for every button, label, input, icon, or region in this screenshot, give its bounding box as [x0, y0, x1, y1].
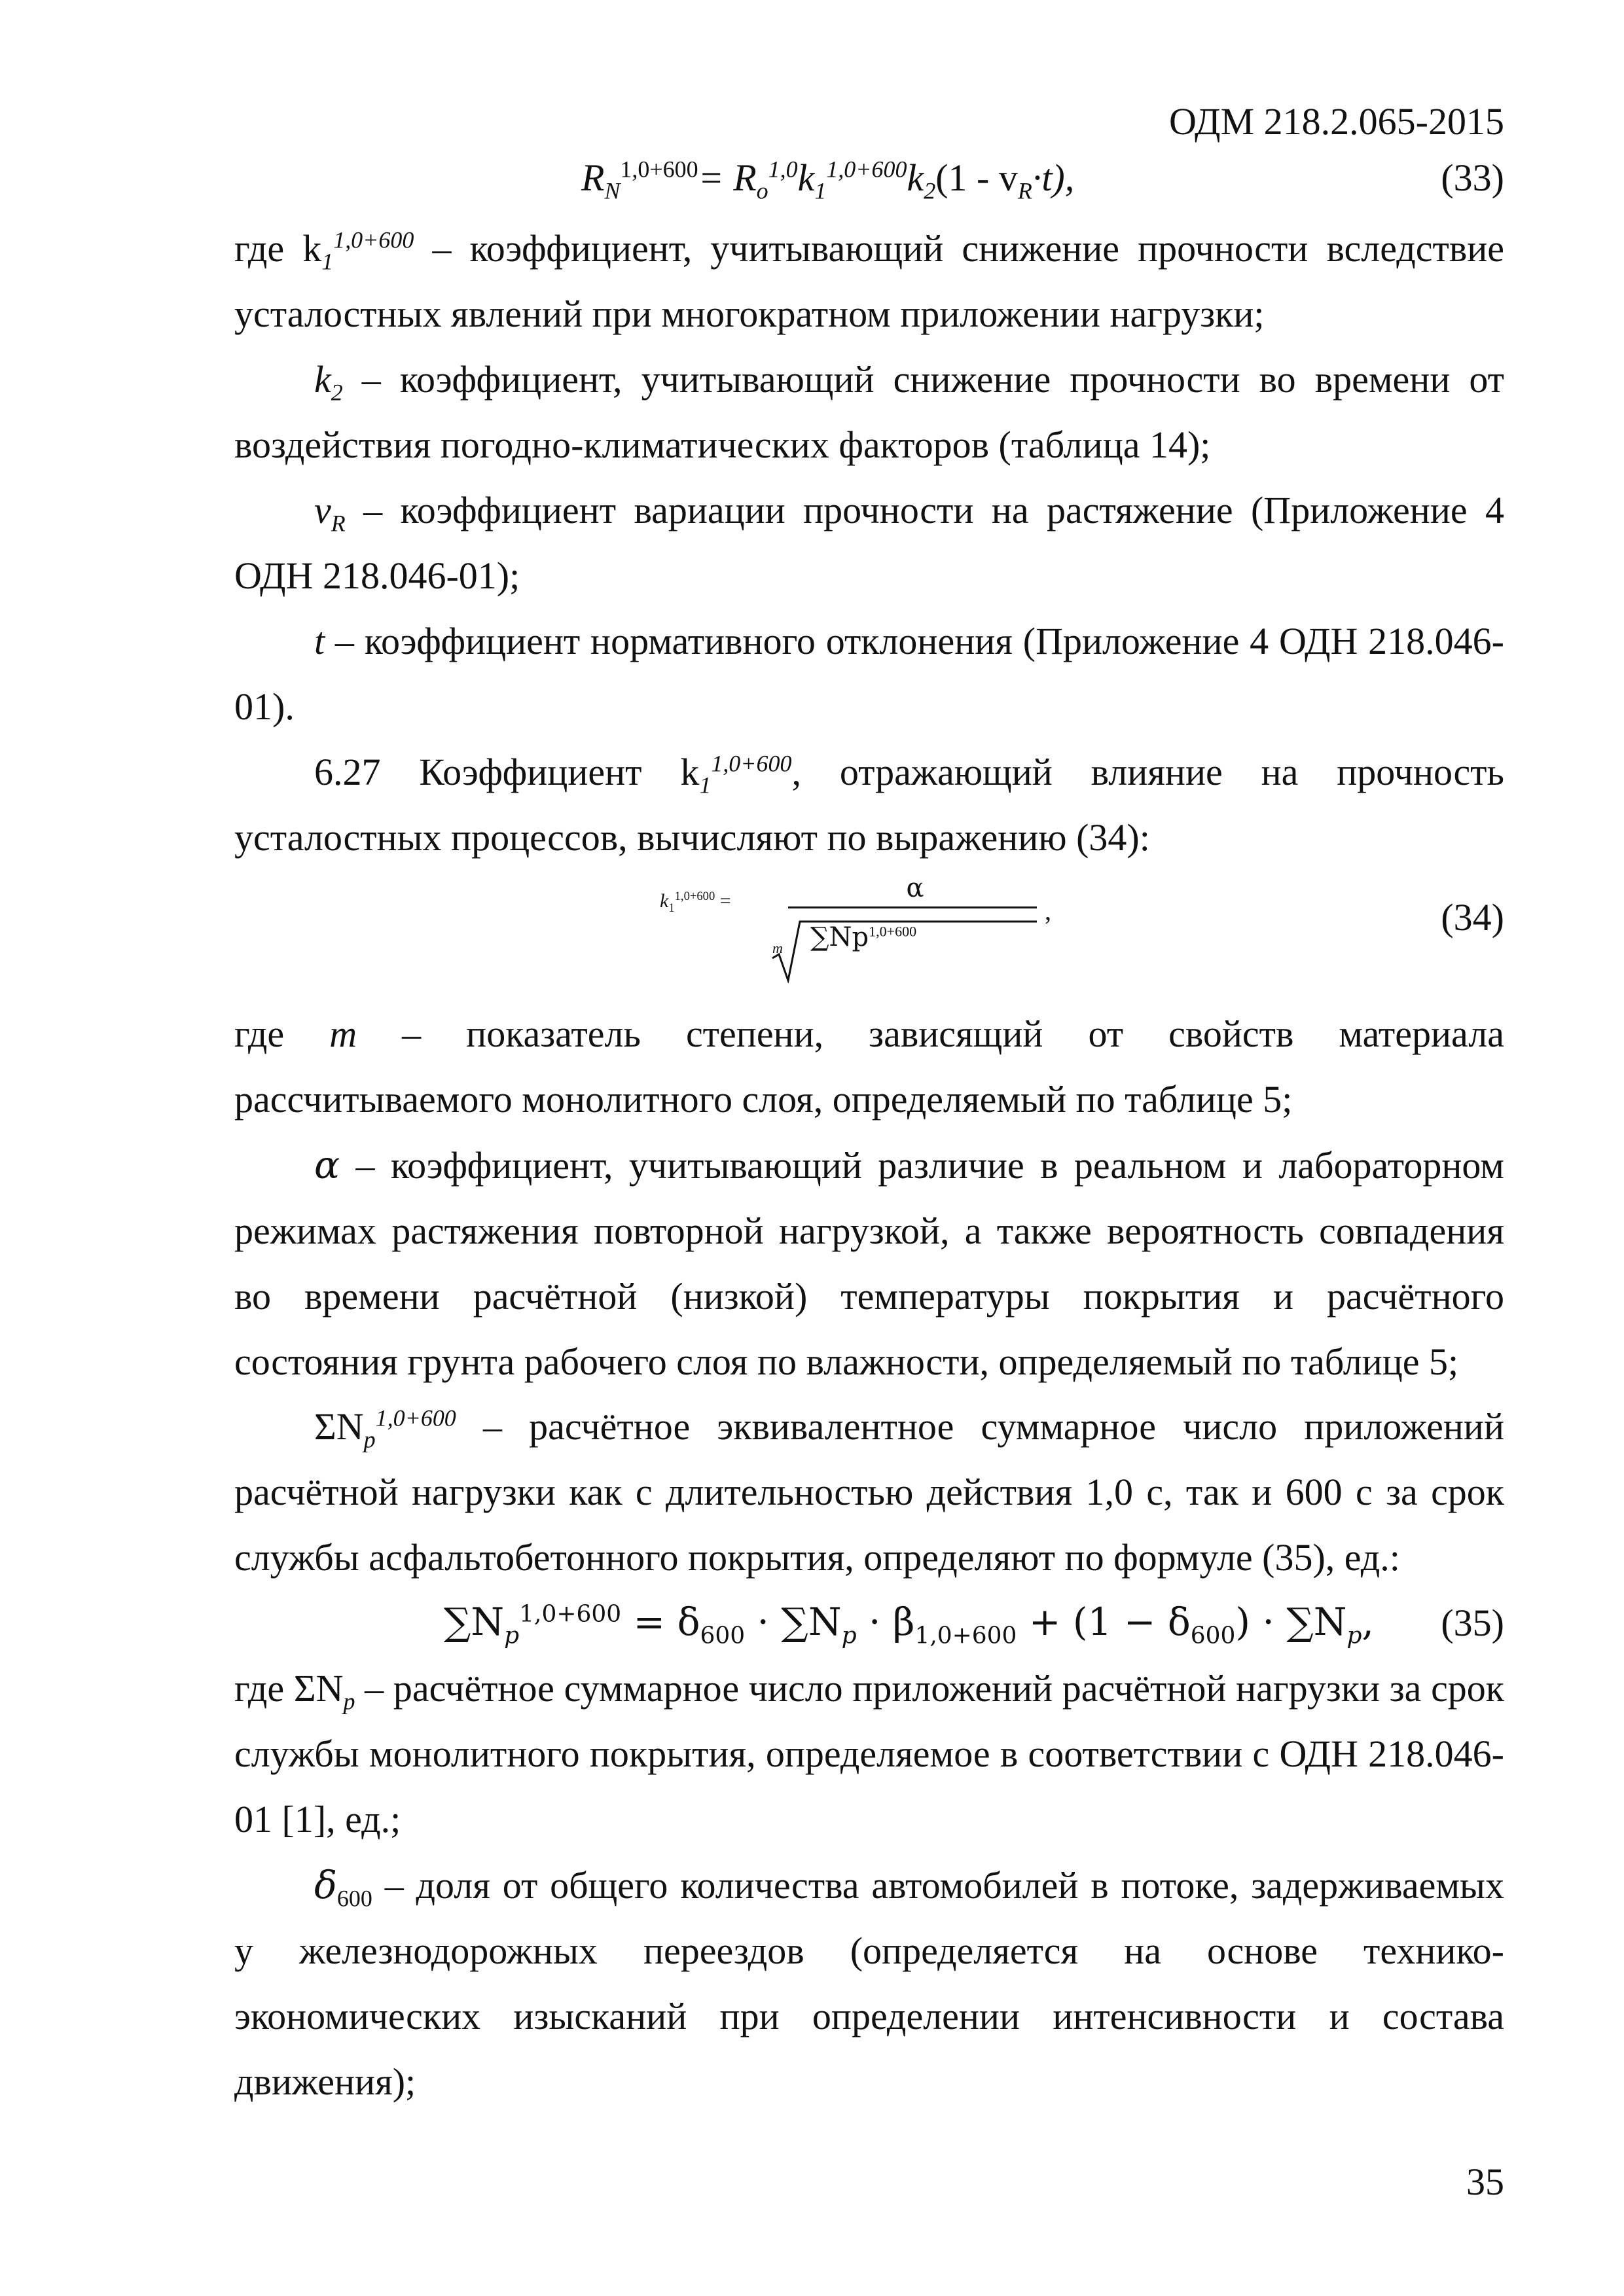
definition-t: t – коэффициент нормативного отклонения (Приложение 4 ОДН 218.046-01). — [234, 620, 1504, 728]
definition-vr: $v_R$ – коэффициент вариации прочности на растяжение (Приложение 4 ОДН 218.046-01); — [234, 489, 1504, 597]
equation-34-lhs: $k_1^{1,0+600}$ = — [660, 889, 731, 915]
equation-35-number: (35) — [1441, 1602, 1504, 1644]
definition-delta600: $\delta_{600}$ – доля от общего количества автомобилей в потоке, задерживаемых у железнодорожных переездов (определяется на основе технико-экономических изысканий при определении интенсивности и состава движения); — [234, 1863, 1504, 2103]
equation-34-number: (34) — [1441, 896, 1504, 939]
definition-np: где $\Sigma N_p$ – расчётное суммарное число приложений расчётной нагрузки за срок службы монолитного покрытия, определяемое в соответствии с ОДН 218.046-01 [1], ед.; — [234, 1667, 1504, 1840]
equation-33 — [234, 156, 1504, 215]
root-index: m — [772, 940, 783, 956]
page-number: 35 — [1466, 2161, 1504, 2203]
fraction-bar — [788, 906, 1037, 908]
definition-k2: $k_2$ – коэффициент, учитывающий снижение прочности во времени от воздействия погодно-климатических факторов (таблица 14); — [234, 358, 1504, 466]
equation-33-formula: $R_N^{1,0+600}= R_o^{1,0}k_1^{1,0+600}k_2(1 - v_R\cdot t)$, — [581, 156, 1075, 204]
equation-34-numerator: α — [906, 873, 924, 903]
equation-34-denominator: $\sum Np^{1,0+600}$ — [810, 922, 917, 952]
equation-33-number: (33) — [1441, 156, 1504, 199]
definition-sum-np-1-0-600: $\Sigma N_p^{1,0+600}$ – расчётное эквивалентное суммарное число приложений расчётной нагрузки как с длительностью действия 1,0 с, так и 600 с за срок службы асфальтобетонного покрытия, определяют по формуле (35), ед.: — [234, 1405, 1504, 1579]
equation-34 — [234, 873, 1504, 995]
paragraph-6-27: 6.27 Коэффициент $k_1^{1,0+600}$, отражающий влияние на прочность усталостных процессов, вычисляют по выражению (34): — [234, 750, 1504, 859]
definition-k1: где $k_1^{1,0+600}$ – коэффициент, учитывающий снижение прочности вследствие усталостных явлений при многократном приложении нагрузки; — [234, 226, 1504, 335]
equation-35-formula: $\sum N_p^{1,0+600} = \delta_{600} \cdot \sum N_p \cdot \beta_{1,0+600} + (1 - \delta_{600}) \cdot \sum N_p$, — [444, 1600, 1374, 1649]
equation-34-comma: , — [1045, 896, 1051, 925]
definition-alpha: α – коэффициент, учитывающий различие в реальном и лабораторном режимах растяжения повторной нагрузкой, а также вероятность совпадения во времени расчётной (низкой) температуры покрытия и расчётного состояния грунта рабочего слоя по влажности, определяемый по таблице 5; — [234, 1143, 1504, 1383]
definition-m: где m – показатель степени, зависящий от свойств материала рассчитываемого монолитного слоя, определяемый по таблице 5; — [234, 1013, 1504, 1121]
document-code-header: ОДМ 218.2.065-2015 — [1169, 100, 1504, 143]
